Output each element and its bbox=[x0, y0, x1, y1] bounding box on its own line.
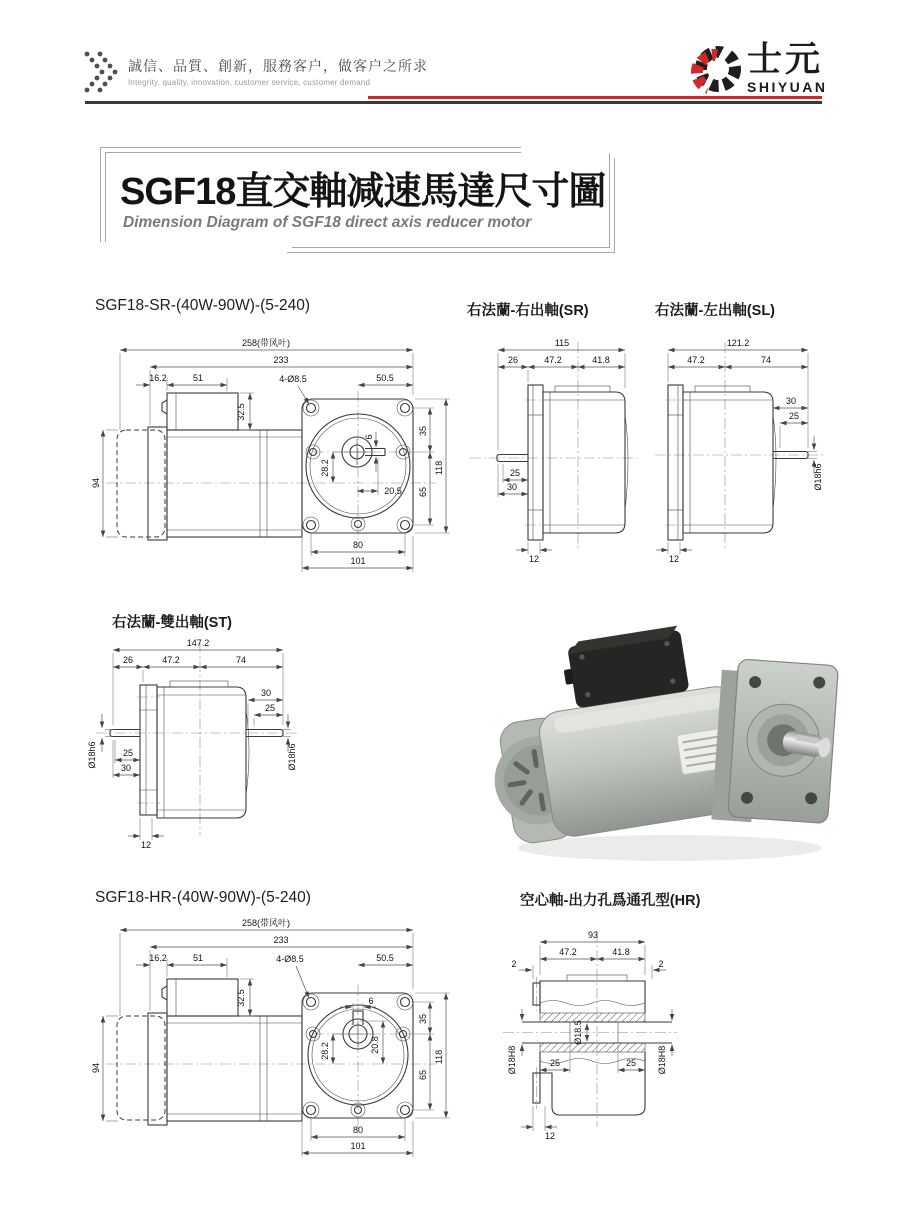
label-sr-main: SGF18-SR-(40W-90W)-(5-240) bbox=[95, 297, 311, 314]
svg-text:12: 12 bbox=[668, 554, 680, 564]
svg-text:118: 118 bbox=[434, 460, 444, 476]
label-sl-side: 右法蘭-左出軸(SL) bbox=[655, 303, 776, 319]
svg-text:12: 12 bbox=[140, 840, 152, 850]
svg-text:25: 25 bbox=[625, 1058, 637, 1068]
svg-text:28.2: 28.2 bbox=[320, 459, 330, 477]
svg-text:25: 25 bbox=[549, 1058, 561, 1068]
sr-side-drawing bbox=[455, 330, 645, 580]
svg-text:30: 30 bbox=[785, 396, 797, 406]
svg-text:32.5: 32.5 bbox=[236, 403, 246, 421]
svg-text:233: 233 bbox=[273, 355, 289, 365]
svg-text:25: 25 bbox=[509, 468, 521, 478]
svg-text:80: 80 bbox=[352, 540, 364, 550]
svg-text:118: 118 bbox=[434, 1049, 444, 1065]
svg-text:16.2: 16.2 bbox=[149, 373, 167, 383]
svg-text:2: 2 bbox=[658, 959, 664, 969]
label-hr-detail: 空心軸-出力孔爲通孔型(HR) bbox=[520, 893, 701, 909]
svg-text:41.8: 41.8 bbox=[592, 355, 610, 365]
logo-text-zh: 士元 bbox=[747, 40, 824, 79]
svg-text:147.2: 147.2 bbox=[186, 638, 210, 648]
svg-text:74: 74 bbox=[760, 355, 772, 365]
svg-text:233: 233 bbox=[273, 935, 289, 945]
svg-text:2: 2 bbox=[511, 959, 517, 969]
svg-text:65: 65 bbox=[418, 1069, 428, 1081]
page-title: SGF18直交軸减速馬達尺寸圖 bbox=[120, 171, 606, 213]
svg-text:47.2: 47.2 bbox=[162, 655, 180, 665]
svg-text:12: 12 bbox=[544, 1131, 556, 1141]
label-sr-side: 右法蘭-右出軸(SR) bbox=[467, 303, 589, 319]
svg-text:28.2: 28.2 bbox=[320, 1042, 330, 1060]
svg-text:32.5: 32.5 bbox=[236, 989, 246, 1007]
st-drawing bbox=[88, 630, 398, 865]
svg-text:121.2: 121.2 bbox=[726, 338, 750, 348]
svg-text:258(带风叶): 258(带风叶) bbox=[241, 918, 291, 928]
sl-side-drawing bbox=[645, 330, 880, 580]
svg-text:6: 6 bbox=[364, 434, 374, 440]
header-rule-dark bbox=[85, 101, 822, 104]
svg-text:6: 6 bbox=[368, 996, 374, 1006]
svg-text:65: 65 bbox=[418, 486, 428, 498]
svg-text:26: 26 bbox=[122, 655, 134, 665]
svg-text:Ø18H8: Ø18H8 bbox=[657, 1045, 667, 1075]
hr-main-drawing bbox=[88, 915, 470, 1177]
svg-text:47.2: 47.2 bbox=[544, 355, 562, 365]
svg-text:30: 30 bbox=[260, 688, 272, 698]
svg-text:47.2: 47.2 bbox=[559, 947, 577, 957]
header-slogan-en: Integrity, quality, innovation, customer service, customer demand bbox=[128, 78, 371, 87]
svg-text:115: 115 bbox=[554, 338, 570, 348]
svg-text:50.5: 50.5 bbox=[376, 953, 394, 963]
sr-main-drawing bbox=[88, 325, 470, 583]
svg-text:50.5: 50.5 bbox=[376, 373, 394, 383]
svg-text:101: 101 bbox=[350, 1141, 366, 1151]
svg-text:47.2: 47.2 bbox=[687, 355, 705, 365]
svg-text:16.2: 16.2 bbox=[149, 953, 167, 963]
svg-text:30: 30 bbox=[120, 763, 132, 773]
svg-text:51: 51 bbox=[192, 373, 204, 383]
svg-text:4-Ø8.5: 4-Ø8.5 bbox=[276, 954, 304, 964]
svg-text:25: 25 bbox=[788, 411, 800, 421]
svg-text:101: 101 bbox=[350, 556, 366, 566]
svg-text:4-Ø8.5: 4-Ø8.5 bbox=[279, 374, 307, 384]
chevron-dots-icon bbox=[84, 50, 118, 96]
hr-detail-drawing bbox=[495, 915, 795, 1160]
svg-text:Ø18h6: Ø18h6 bbox=[87, 741, 97, 769]
svg-text:20.8: 20.8 bbox=[370, 1036, 380, 1054]
header-slogan-zh: 誠信、品質、創新，服務客户，做客户之所求 bbox=[128, 58, 428, 74]
svg-text:Ø18H8: Ø18H8 bbox=[507, 1045, 517, 1075]
svg-text:35: 35 bbox=[418, 1013, 428, 1025]
svg-text:Ø18h6: Ø18h6 bbox=[287, 743, 297, 771]
svg-text:94: 94 bbox=[91, 477, 101, 489]
svg-text:93: 93 bbox=[587, 930, 599, 940]
svg-text:80: 80 bbox=[352, 1125, 364, 1135]
label-hr-main: SGF18-HR-(40W-90W)-(5-240) bbox=[95, 889, 311, 906]
svg-text:94: 94 bbox=[91, 1062, 101, 1074]
svg-text:74: 74 bbox=[235, 655, 247, 665]
logo-text-en: SHIYUAN bbox=[747, 79, 828, 95]
svg-text:41.8: 41.8 bbox=[612, 947, 630, 957]
svg-text:258(带风叶): 258(带风叶) bbox=[241, 338, 291, 348]
page-subtitle: Dimension Diagram of SGF18 direct axis reducer motor bbox=[123, 214, 532, 231]
svg-text:25: 25 bbox=[122, 748, 134, 758]
header-rule-red bbox=[368, 96, 822, 99]
svg-text:Ø18.5: Ø18.5 bbox=[573, 1020, 583, 1045]
svg-text:Ø18h6: Ø18h6 bbox=[813, 463, 823, 491]
gear-logo-icon bbox=[690, 42, 742, 96]
svg-text:26: 26 bbox=[507, 355, 519, 365]
svg-text:25: 25 bbox=[264, 703, 276, 713]
svg-text:35: 35 bbox=[418, 425, 428, 437]
svg-text:12: 12 bbox=[528, 554, 540, 564]
svg-text:51: 51 bbox=[192, 953, 204, 963]
svg-text:30: 30 bbox=[506, 482, 518, 492]
label-st: 右法蘭-雙出軸(ST) bbox=[112, 615, 233, 631]
product-photo bbox=[495, 612, 840, 872]
svg-text:20.5: 20.5 bbox=[384, 486, 402, 496]
